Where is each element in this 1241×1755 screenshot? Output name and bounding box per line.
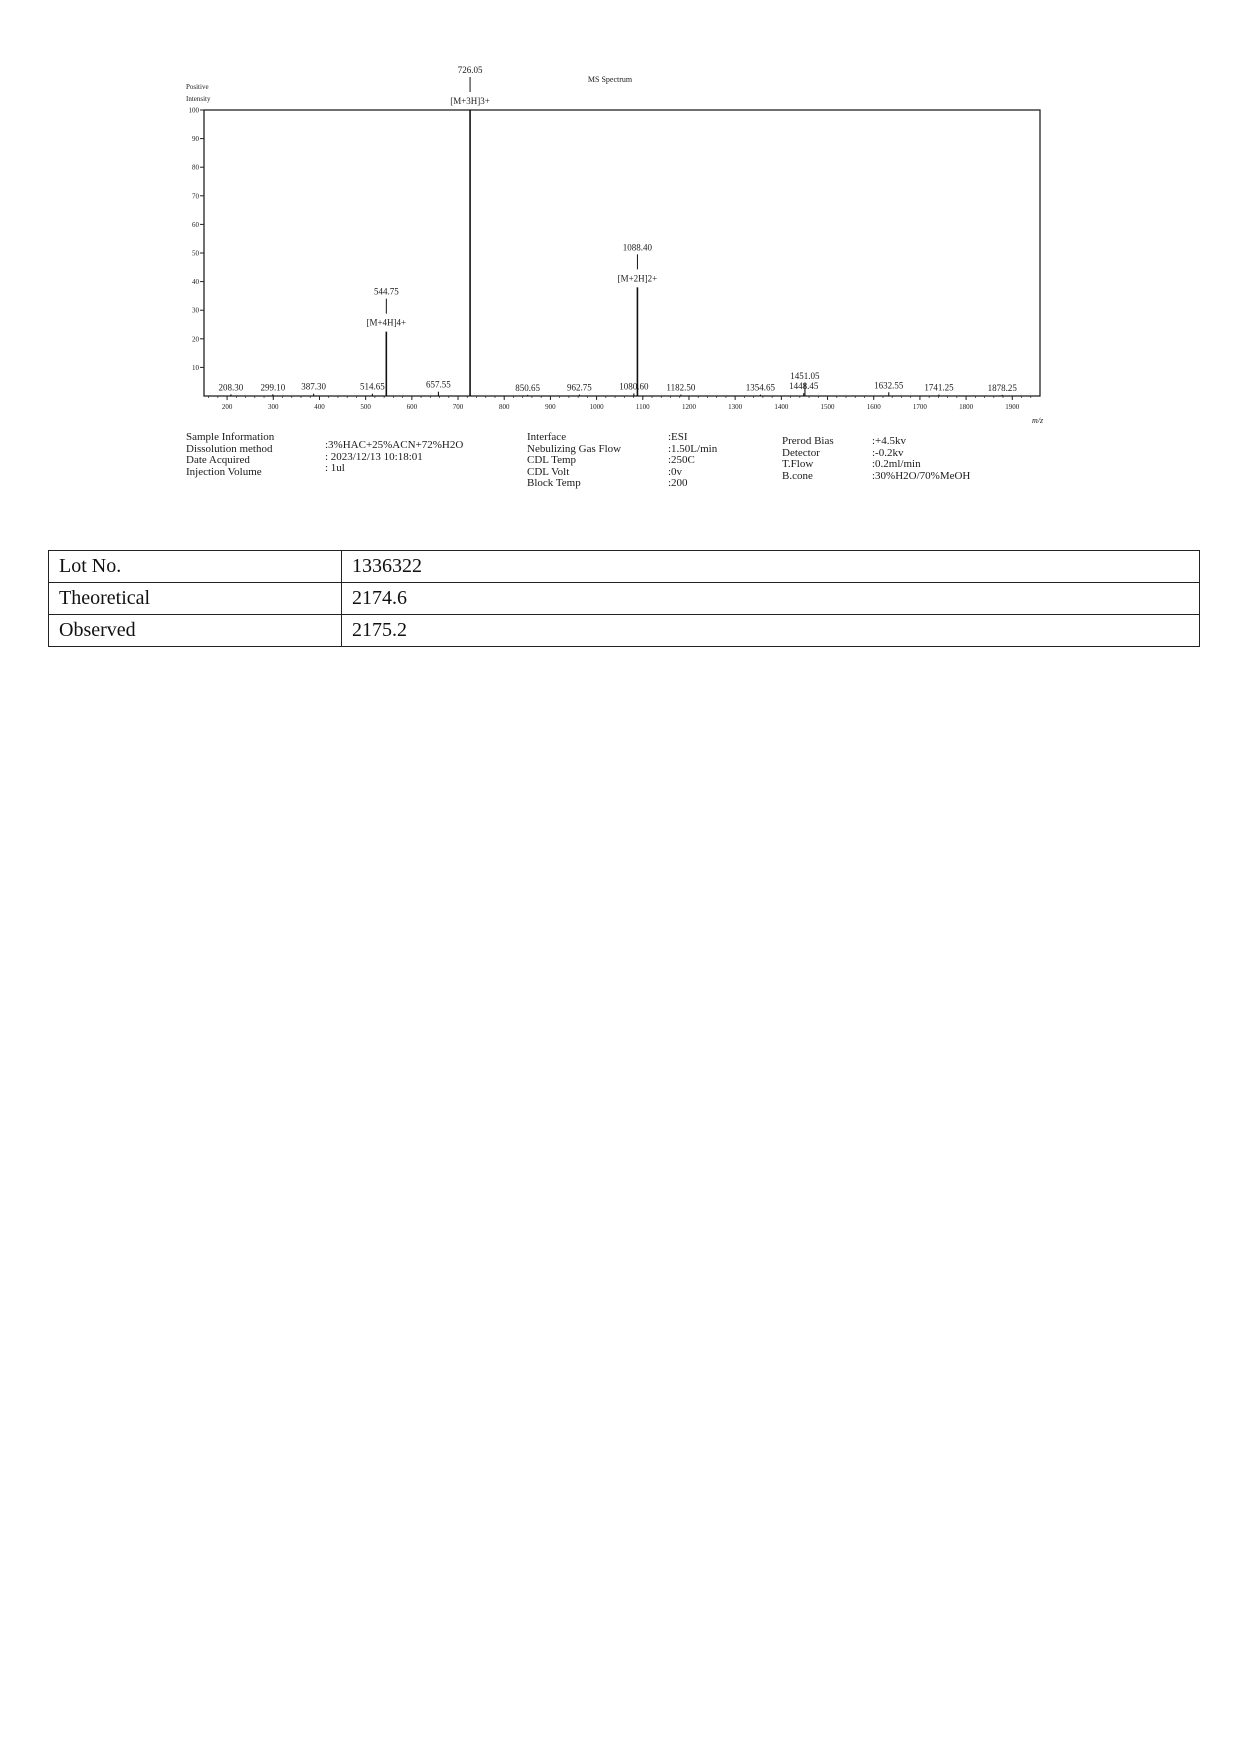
y-tick-label: 60 (192, 220, 199, 229)
peak-label: 1632.55 (874, 380, 904, 391)
table-row (49, 583, 1200, 615)
detector-value: :-0.2kv (872, 446, 904, 459)
x-axis (209, 396, 1031, 411)
x-tick-label: 1200 (681, 403, 696, 411)
x-tick-label: 700 (452, 403, 464, 411)
cdl-volt-value: :0v (668, 465, 683, 478)
peak-label: 962.75 (567, 382, 592, 393)
dissolution-method-label: Dissolution method (186, 442, 273, 455)
t-flow-value: :0.2ml/min (872, 458, 921, 470)
dissolution-method-value: :3%HAC+25%ACN+72%H2O (325, 439, 464, 451)
x-tick-label: 400 (314, 403, 325, 411)
x-tick-label: 1100 (635, 403, 650, 411)
peak-label: 208.30 (218, 382, 244, 393)
observed-label: Observed (49, 615, 342, 647)
x-tick-label: 1000 (589, 403, 604, 411)
x-tick-label: 500 (360, 403, 371, 411)
lot-no-label: Lot No. (49, 551, 342, 583)
interface-label: Interface (527, 431, 567, 443)
results-table (48, 550, 1200, 647)
peak-label: 514.65 (360, 381, 385, 392)
detector-label: Detector (782, 446, 820, 459)
injection-volume-value: : 1ul (325, 462, 345, 474)
peak-series (219, 65, 1018, 396)
table-row (49, 551, 1200, 583)
peak-label: 544.75 (373, 286, 399, 297)
peak-annotation: [M+4H]4+ (366, 317, 407, 328)
x-tick-label: 1800 (959, 403, 974, 411)
cdl-temp-label: CDL Temp (527, 454, 577, 466)
t-flow-label: T.Flow (782, 458, 814, 470)
peak-label: 1080.60 (619, 381, 649, 392)
theoretical-label: Theoretical (49, 583, 342, 615)
sample-info-heading: Sample Information (186, 431, 275, 443)
y-axis-label-1: Positive (186, 83, 209, 91)
sample-info-labels (186, 432, 274, 478)
y-tick-label: 90 (192, 135, 199, 144)
sample-info-values (325, 440, 463, 475)
x-tick-label: 900 (545, 403, 556, 411)
b-cone-label: B.cone (782, 469, 813, 482)
block-temp-label: Block Temp (527, 477, 581, 489)
y-axis (189, 107, 205, 372)
peak-label: 726.05 (457, 65, 483, 75)
prerod-bias-value: :+4.5kv (872, 435, 907, 447)
y-tick-label: 50 (192, 249, 199, 258)
instrument-info-labels (527, 432, 621, 490)
y-tick-label: 70 (192, 192, 199, 201)
x-tick-label: 1300 (728, 403, 743, 411)
x-tick-label: 300 (268, 403, 279, 411)
x-tick-label: 1500 (820, 403, 835, 411)
lot-no-value: 1336322 (342, 551, 1200, 583)
date-acquired-value: : 2023/12/13 10:18:01 (325, 450, 423, 463)
x-tick-label: 1400 (774, 403, 789, 411)
x-tick-label: 1600 (866, 403, 881, 411)
table-row (49, 615, 1200, 647)
observed-value: 2175.2 (342, 615, 1200, 647)
x-tick-label: 200 (221, 403, 233, 411)
ms-spectrum-chart (0, 0, 1241, 500)
peak-label: 1354.65 (745, 382, 776, 393)
x-tick-label: 800 (498, 403, 510, 411)
peak-label: 1741.25 (924, 382, 954, 393)
nebulizing-gas-flow-value: :1.50L/min (668, 442, 718, 455)
y-tick-label: 10 (192, 363, 199, 372)
peak-label: 657.55 (426, 379, 451, 390)
detector-info-labels (782, 436, 834, 482)
peak-label: 387.30 (301, 381, 326, 392)
peak-label: 1448.45 (789, 381, 819, 392)
cdl-temp-value: :250C (668, 454, 695, 466)
b-cone-value: :30%H2O/70%MeOH (872, 469, 971, 482)
peak-label: 1451.05 (790, 371, 820, 382)
peak-label: 850.65 (515, 382, 540, 393)
y-tick-label: 80 (192, 163, 199, 172)
block-temp-value: :200 (668, 477, 688, 489)
chart-title: MS Spectrum (587, 75, 633, 84)
peak-annotation: [M+3H]3+ (450, 96, 490, 106)
interface-value: :ESI (668, 431, 688, 443)
plot-frame (204, 110, 1040, 396)
nebulizing-gas-flow-label: Nebulizing Gas Flow (527, 442, 622, 455)
cdl-volt-label: CDL Volt (527, 465, 570, 478)
peak-label: 299.10 (260, 382, 286, 393)
x-tick-label: 1700 (912, 403, 927, 411)
x-tick-label: 600 (406, 403, 418, 411)
x-axis-label: m/z (1032, 416, 1044, 425)
y-tick-label: 20 (192, 335, 199, 344)
peak-label: 1878.25 (987, 382, 1017, 393)
y-tick-label: 100 (188, 106, 199, 115)
date-acquired-label: Date Acquired (186, 454, 250, 466)
y-tick-label: 30 (192, 306, 199, 315)
peak-label: 1182.50 (666, 382, 696, 393)
prerod-bias-label: Prerod Bias (782, 435, 834, 447)
peak-annotation: [M+2H]2+ (617, 273, 658, 284)
injection-volume-label: Injection Volume (186, 465, 262, 478)
instrument-info-values (668, 432, 717, 490)
y-axis-label-2: Intensity (186, 95, 211, 103)
y-tick-label: 40 (192, 278, 199, 287)
detector-info-values (872, 436, 970, 482)
theoretical-value: 2174.6 (342, 583, 1200, 615)
peak-label: 1088.40 (622, 242, 653, 253)
x-tick-label: 1900 (1005, 403, 1020, 411)
